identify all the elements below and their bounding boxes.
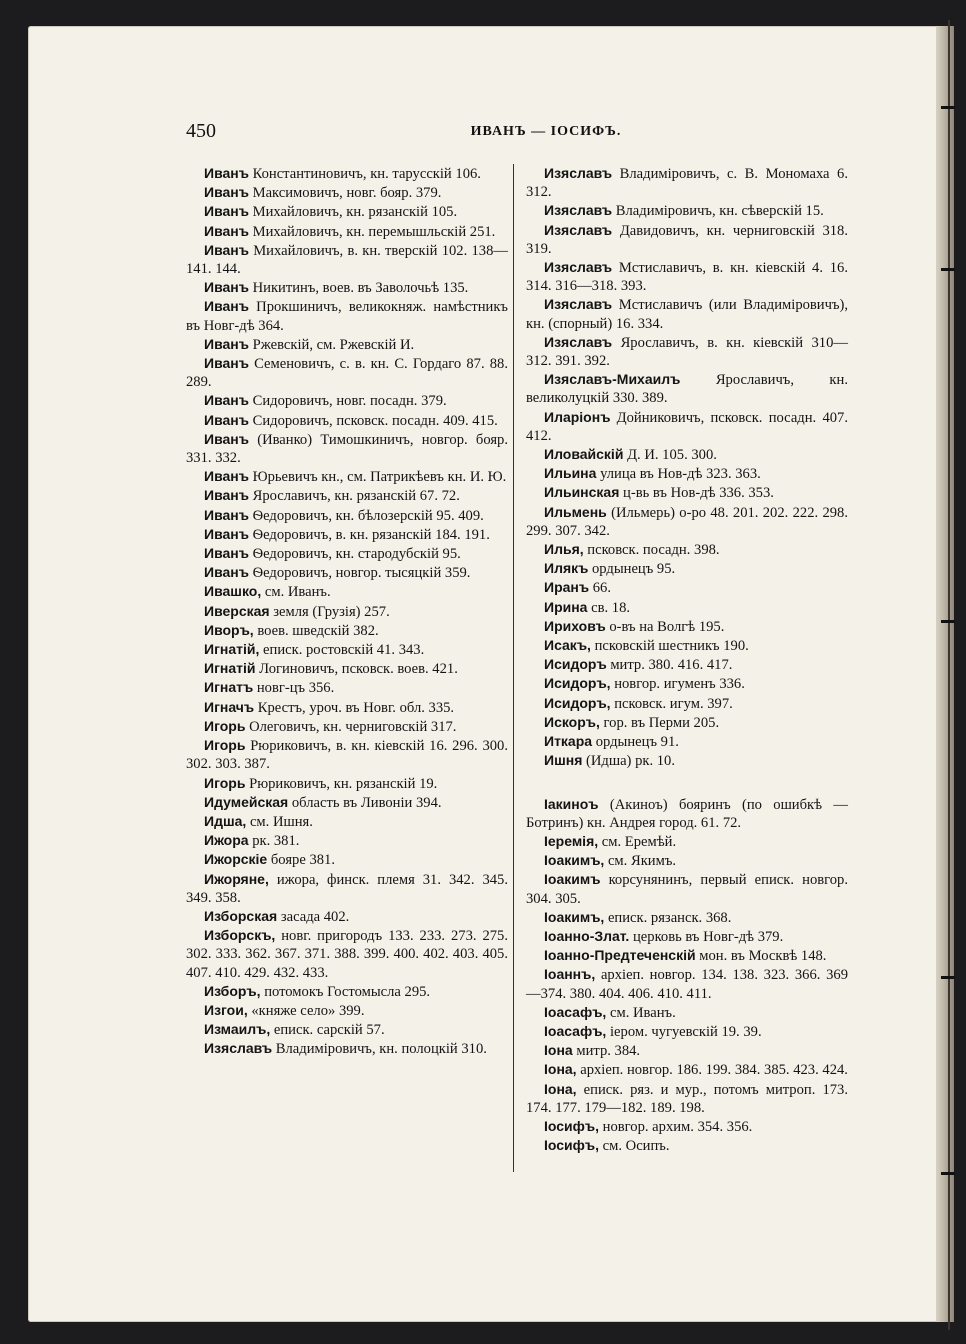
entry-headword: Измаилъ, [204,1021,271,1038]
entry-headword: Іоасафъ, [544,1003,607,1020]
entry-text: воев. шведскій 382. [257,622,379,639]
entry-headword: Іосифъ, [544,1117,599,1134]
index-entry [526,370,848,407]
entry-text: Михайловичъ, кн. перемышльскій 251. [252,223,496,240]
entry-text: см. Иванъ. [609,1004,676,1021]
binding-stitch [941,1172,955,1175]
index-entry [526,559,848,578]
entry-text: см. Ишня. [249,813,313,830]
entry-text: земля (Грузія) 257. [273,603,390,620]
entry-headword: Иванъ [204,279,249,296]
entry-text: (Ильмерь) о-ро 48. 201. 202. 222. 298. 299. 307. 342. [526,504,849,539]
index-entry [526,751,848,770]
entry-text: бояре 381. [270,852,335,869]
entry-text: 66. [592,580,611,597]
entry-text: Олеговичъ, кн. черниговскій 317. [249,718,457,735]
entry-text: Д. И. 105. 300. [627,447,717,464]
entry-headword: Изяславъ [544,333,613,350]
entry-headword: Иванъ [204,184,249,201]
index-entry [526,946,848,965]
entry-headword: Иванъ [204,335,249,352]
entry-headword: Іона [544,1042,573,1059]
entry-text: Семеновичъ, с. в. кн. С. Гордаго 87. 88. 289. [186,356,508,391]
entry-headword: Іосифъ, [544,1137,599,1154]
entry-text: Сидоровичъ, новг. посадн. 379. [252,393,447,410]
index-entry [186,563,508,582]
index-entry [526,927,848,946]
entry-text: Ярославичъ, кн. великолуцкій 330. 389. [526,372,848,407]
running-head: ИВАНЪ — ІОСИФЪ. [470,124,622,139]
entry-text: новг-цъ 356. [256,680,335,697]
index-entry [186,582,508,601]
index-entry [186,486,508,505]
entry-text: новгор. архим. 354. 356. [602,1118,753,1135]
entry-headword: Иванъ [204,545,249,562]
entry-text: Ѳедоровичъ, в. кн. рязанскій 184. 191. [252,526,490,543]
entry-text: Сидоровичъ, псковск. посадн. 409. 415. [252,412,498,429]
index-entry [526,540,848,559]
entry-text: корсунянинъ, первый еписк. новгор. 304. 305. [526,872,848,907]
entry-text: см. Иванъ. [264,584,331,601]
index-entry [186,793,508,812]
entry-text: Константиновичъ, кн. тарусскій 106. [252,166,481,182]
entry-headword: Ильина [544,465,597,482]
entry-headword: Иткара [544,733,593,750]
binding-stitch [941,106,955,109]
index-entry [186,391,508,410]
index-entry [526,201,848,220]
entry-text: іером. чугуевскій 19. 39. [609,1023,762,1040]
entry-headword: Иванъ [204,392,249,409]
entry-text: улица въ Нов-дѣ 323. 363. [600,466,761,483]
entry-text: Максимовичъ, новг. бояр. 379. [252,185,442,202]
entry-headword: Іоасафъ, [544,1022,607,1039]
index-entry [186,183,508,202]
entry-headword: Изгои, [204,1001,248,1018]
entry-text: Мстиславичъ (или Владиміровичъ), кн. (спорный) 16. 334. [526,297,849,332]
entry-headword: Игорь [204,717,246,734]
index-entry [186,202,508,221]
index-entry [186,297,508,334]
entry-headword: Идумейская [204,793,289,810]
index-entry [526,870,848,907]
entry-headword: Изборскъ, [204,927,276,944]
page-header [186,120,846,146]
index-entry [186,241,508,278]
entry-headword: Игнатій [204,660,256,677]
index-entry [186,525,508,544]
index-entry [526,408,848,445]
entry-headword: Иванъ [204,564,249,581]
entry-headword: Игорь [204,737,246,754]
entry-headword: Илякъ [544,560,589,577]
index-entry [186,544,508,563]
index-entry [186,467,508,486]
index-entry [186,659,508,678]
entry-headword: Иванъ [204,468,249,485]
entry-text: Ярославичъ, кн. рязанскій 67. 72. [252,488,460,505]
entry-headword: Изяславъ [544,259,613,276]
entry-headword: Іоакимъ [544,871,601,888]
index-entry [526,636,848,655]
index-entry [186,1020,508,1039]
entry-text: Прокшиничъ, великокняж. намѣстникъ въ Новг-дѣ 364. [186,299,508,334]
index-entry [186,278,508,297]
entry-headword: Иванъ [204,525,249,542]
index-entry [186,831,508,850]
entry-text: архіеп. новгор. 186. 199. 384. 385. 423. 424. [580,1062,848,1079]
entry-text: архіеп. новгор. 134. 138. 323. 366. 369—374. 380. 404. 406. 410. 411. [526,967,848,1002]
entry-headword: Іоанно-Предтеченскій [544,947,696,964]
entry-text: Владиміровичъ, кн. сѣверскій 15. [615,203,824,220]
entry-headword: Иранъ [544,579,590,596]
index-entry [526,333,848,370]
binding-stitch [941,976,955,979]
entry-headword: Изяславъ [204,1040,273,1057]
index-entry [186,736,508,773]
entry-headword: Іона, [544,1080,577,1097]
index-entry [186,335,508,354]
index-entry [186,926,508,982]
index-entry [526,965,848,1002]
index-column-right [526,164,848,1155]
entry-text: еписк. ряз. и мур., потомъ митроп. 173. 174. 177. 179—182. 189. 198. [526,1081,848,1116]
entry-text: Рюриковичъ, кн. рязанскій 19. [249,775,438,792]
entry-text: рк. 381. [252,833,300,850]
entry-text: Ѳедоровичъ, кн. бѣлозерскій 95. 409. [252,507,484,524]
entry-headword: Ижоряне, [204,870,269,887]
entry-text: мон. въ Москвѣ 148. [699,948,827,965]
entry-headword: Исидоръ, [544,694,611,711]
entry-headword: Иванъ [204,222,249,239]
entry-text: (Иванко) Тимошкиничъ, новгор. бояр. 331. 332. [186,431,509,467]
entry-headword: Иванъ [204,203,249,220]
index-entry [526,674,848,693]
entry-headword: Изяславъ [544,202,613,219]
entry-headword: Искоръ, [544,713,600,730]
entry-text: Михайловичъ, кн. рязанскій 105. [252,204,458,221]
index-entry [526,503,848,540]
index-entry [526,655,848,674]
entry-headword: Иванъ [204,241,249,258]
entry-headword: Иворъ, [204,621,254,638]
index-entry [526,1136,848,1155]
entry-headword: Игнатъ [204,679,254,696]
index-entry [186,602,508,621]
index-column-left [186,164,508,1059]
book-spine [948,20,950,1330]
entry-headword: Исакъ, [544,637,591,654]
index-entry [186,1001,508,1020]
index-entry [526,1003,848,1022]
entry-text: засада 402. [280,908,350,925]
index-entry [186,678,508,697]
entry-headword: Идша, [204,812,247,829]
entry-headword: Ириховъ [544,617,606,634]
entry-text: еписк. сарскій 57. [273,1022,385,1039]
entry-headword: Іеремія, [544,832,599,849]
index-entry [186,774,508,793]
entry-headword: Исидоръ [544,656,607,673]
entry-headword: Иванъ [204,487,249,504]
index-entry [186,717,508,736]
entry-headword: Изборъ, [204,982,261,999]
index-entry [186,850,508,869]
entry-text: св. 18. [591,599,631,616]
entry-headword: Ирина [544,598,588,615]
index-entry [526,732,848,751]
binding-stitch [941,620,955,623]
index-entry [186,354,508,391]
entry-text: псковск. игум. 397. [614,695,733,712]
entry-text: Никитинъ, воев. въ Заволочьѣ 135. [252,280,469,297]
entry-text: потомокъ Гостомысла 295. [264,983,431,1000]
entry-text: Дойниковичъ, псковск. посадн. 407. 412. [526,409,848,444]
entry-text: Владиміровичъ, с. В. Мономаха 6. 312. [526,166,848,201]
entry-text: Давидовичъ, кн. черниговскій 318. 319. [526,222,848,257]
entry-headword: Іоакимъ, [544,852,605,869]
entry-text: псковск. посадн. 398. [587,542,720,559]
entry-headword: Ишня [544,752,583,769]
index-entry [526,598,848,617]
entry-headword: Иванъ [204,355,249,372]
index-entry [526,713,848,732]
index-entry [186,222,508,241]
entry-headword: Изяславъ-Михаилъ [544,371,681,388]
entry-headword: Изборская [204,907,278,924]
entry-text: еписк. ростовскій 41. 343. [263,642,425,659]
index-entry [526,1060,848,1079]
entry-text: (Акиноъ) бояринъ (по ошибкѣ — Ботринъ) кн. Андрея город. 61. 72. [526,796,848,831]
index-entry [186,982,508,1001]
entry-text: см. Еремѣй. [601,833,677,850]
entry-headword: Иванъ [204,298,249,315]
index-entry [526,164,848,201]
entry-headword: Игначъ [204,698,255,715]
entry-headword: Исидоръ, [544,675,611,692]
index-entry [526,221,848,258]
index-entry [526,445,848,464]
entry-text: Юрьевичъ кн., см. Патрикѣевъ кн. И. Ю. [252,469,507,486]
entry-headword: Иларіонъ [544,408,611,425]
entry-text: еписк. рязанск. 368. [607,909,732,926]
entry-text: митр. 384. [576,1043,641,1060]
index-entry [186,640,508,659]
binding-stitch [941,268,955,271]
index-entry [526,1022,848,1041]
index-entry [526,1117,848,1136]
index-entry [526,795,848,832]
index-entry [186,870,508,907]
entry-headword: Ижора [204,832,249,849]
entry-text: митр. 380. 416. 417. [610,657,733,674]
entry-headword: Изяславъ [544,221,613,238]
index-entry [186,506,508,525]
entry-headword: Ильинская [544,484,620,501]
index-entry [186,1039,508,1058]
entry-headword: Илья, [544,541,584,558]
entry-text: Ржевскій, см. Ржевскій И. [252,336,415,353]
index-entry [526,1080,848,1117]
index-entry [526,295,848,332]
entry-text: см. Якимъ. [607,853,677,870]
entry-headword: Иванъ [204,430,249,447]
entry-headword: Иловайскій [544,446,624,463]
entry-text: см. Осипъ. [602,1138,670,1155]
index-entry [186,430,508,467]
index-entry [526,258,848,295]
entry-text: о-въ на Волгѣ 195. [609,618,725,635]
entry-text: Ѳедоровичъ, новгор. тысяцкій 359. [252,565,471,582]
index-entry [186,621,508,640]
entry-text: ижора, финск. племя 31. 342. 345. 349. 358. [186,871,508,906]
entry-headword: Іоанно-Злат. [544,927,630,944]
index-entry [526,483,848,502]
entry-text: область въ Ливоніи 394. [291,794,442,811]
entry-headword: Игнатій, [204,641,260,658]
entry-text: Ярославичъ, в. кн. кіевскій 310—312. 391. 392. [526,334,848,370]
entry-text: Владиміровичъ, кн. полоцкій 310. [275,1041,487,1058]
entry-text: Рюриковичъ, в. кн. кіевскій 16. 296. 300. 302. 303. 387. [186,738,508,773]
entry-headword: Іоакимъ, [544,908,605,925]
index-entry [186,698,508,717]
entry-text: Михайловичъ, в. кн. тверскій 102. 138—141. 144. [186,242,508,278]
entry-text: ордынецъ 95. [592,561,676,578]
entry-text: Ѳедоровичъ, кн. стародубскій 95. [252,546,461,563]
entry-text: Крестъ, уроч. въ Новг. обл. 335. [257,699,455,716]
index-entry [186,164,508,183]
index-entry [526,832,848,851]
entry-text: псковскій шестникъ 190. [594,638,749,655]
entry-text: ц-вь въ Нов-дѣ 336. 353. [623,485,774,502]
column-divider [513,164,514,1172]
entry-headword: Іона, [544,1061,577,1078]
entry-text: ордынецъ 91. [595,734,679,751]
index-entry [526,617,848,636]
entry-text: «княже село» 399. [251,1002,365,1019]
entry-text: новг. пригородъ 133. 233. 273. 275. 302. 333. 362. 367. 371. 388. 399. 400. 402. 403. 405. 407. 410. 429. 432. 433. [186,928,508,981]
page-number: 450 [186,120,216,142]
entry-headword: Изяславъ [544,165,613,181]
entry-text: Мстиславичъ, в. кн. кіевскій 4. 16. 314. 316—318. 393. [526,260,848,295]
entry-headword: Иванъ [204,506,249,523]
index-entry [526,851,848,870]
entry-text: церковь въ Новг-дѣ 379. [632,928,784,945]
index-entry [526,908,848,927]
entry-headword: Изяславъ [544,296,613,313]
index-entry [526,464,848,483]
index-entry [186,907,508,926]
index-entry [526,578,848,597]
entry-headword: Іоаннъ, [544,966,596,983]
index-entry [526,694,848,713]
entry-text: новгор. игуменъ 336. [614,676,745,693]
entry-headword: Иванъ [204,411,249,428]
entry-headword: Ильмень [544,503,607,520]
entry-headword: Ижорскіе [204,851,268,868]
entry-headword: Ивашко, [204,583,262,600]
entry-text: гор. въ Перми 205. [603,714,720,731]
entry-text: (Идша) рк. 10. [586,753,675,770]
page-edge [936,26,954,1322]
entry-headword: Игорь [204,774,246,791]
entry-headword: Иверская [204,602,270,619]
entry-headword: Іакиноъ [544,795,599,812]
entry-headword: Иванъ [204,165,249,181]
index-entry [186,411,508,430]
index-entry [526,1041,848,1060]
index-entry [186,812,508,831]
entry-text: Логиновичъ, псковск. воев. 421. [259,661,458,678]
